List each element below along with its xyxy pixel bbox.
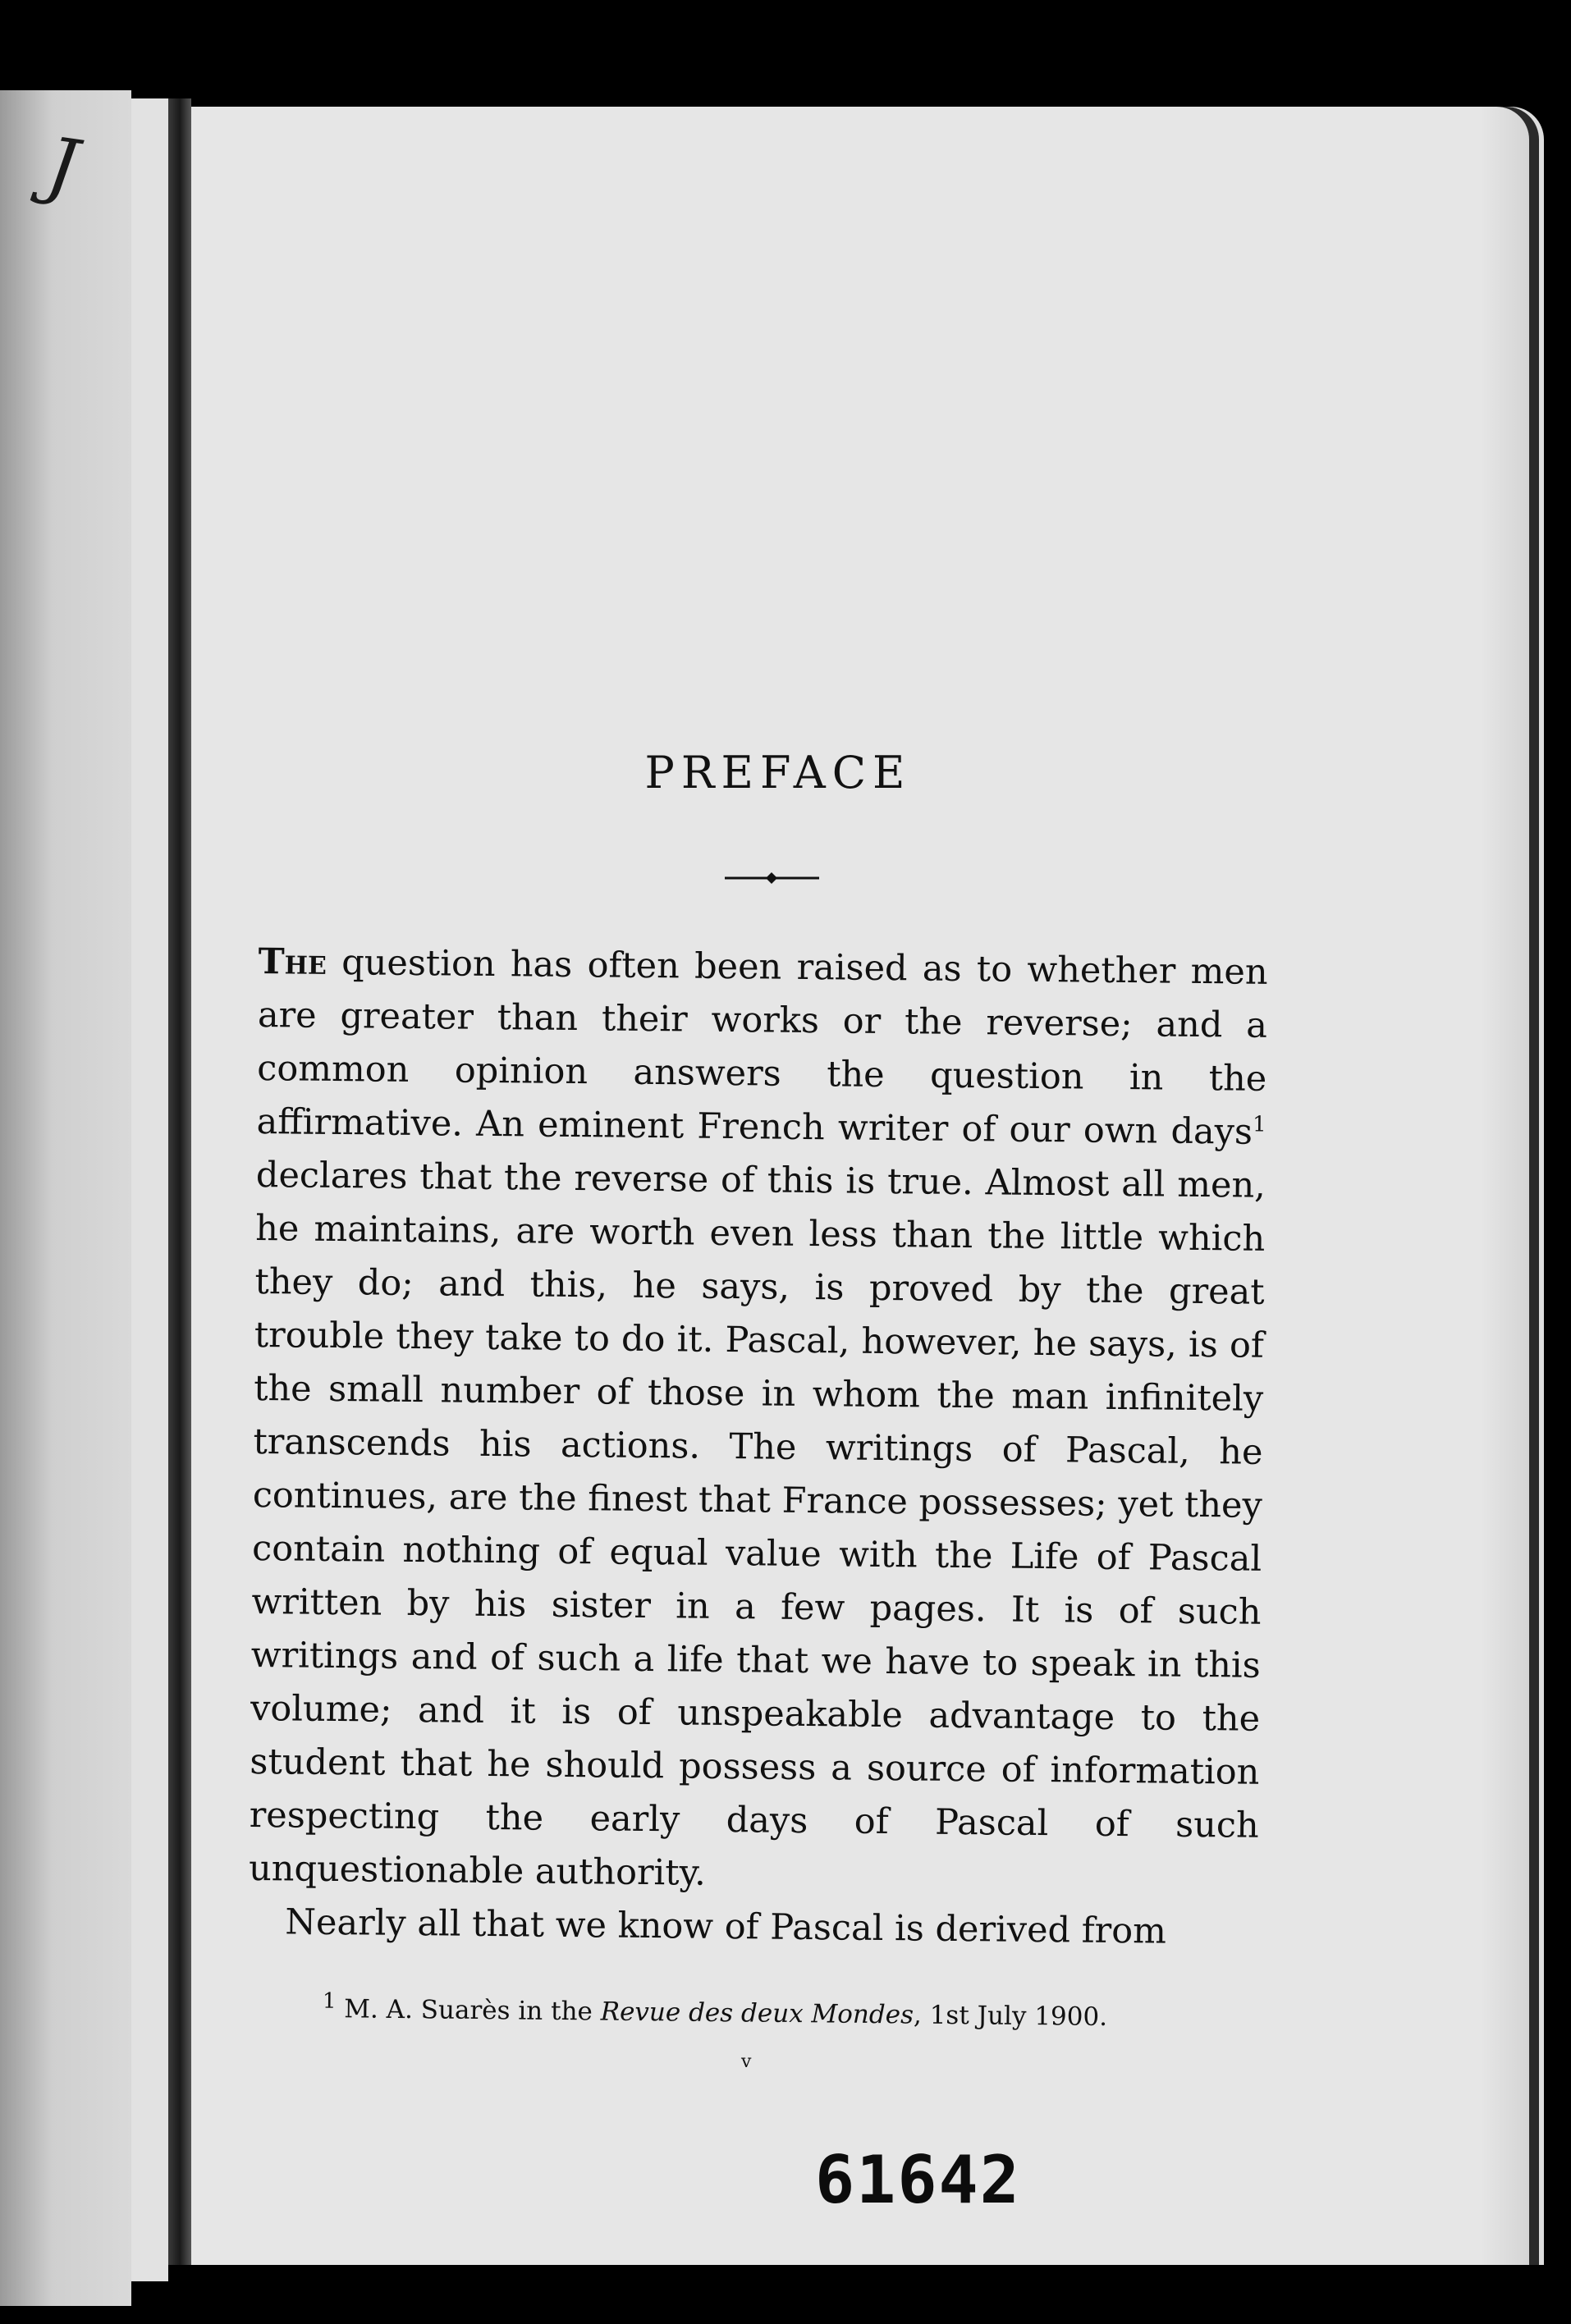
- footnote: [322, 1988, 1291, 2034]
- footnote-journal: Revue des deux Mondes: [600, 1997, 914, 2030]
- footnote-before: M. A. Suarès in the: [336, 1994, 601, 2027]
- gutter-edge: [131, 98, 168, 2281]
- footnote-after: , 1st July 1900.: [913, 2000, 1108, 2033]
- binding-gutter: [168, 98, 191, 2265]
- footnote-ref: 1: [1252, 1112, 1266, 1137]
- body-text: [248, 936, 1268, 1960]
- left-margin: [0, 90, 131, 2306]
- paragraph-lead: The: [258, 940, 327, 983]
- paragraph-1-text: question has often been raised as to whether men are greater than their works or the reverse; and a common opinion answers the question in the affirmative. An eminent French writer of our own days: [256, 941, 1268, 1153]
- ornament-rule: [725, 870, 819, 886]
- paragraph-2: Nearly all that we know of Pascal is derived from: [285, 1901, 1167, 1952]
- pencil-mark: J: [41, 121, 84, 212]
- footnote-number: 1: [322, 1988, 337, 2014]
- page-number: v: [741, 2052, 752, 2072]
- page-heading: PREFACE: [644, 747, 912, 798]
- book-page: [191, 107, 1529, 2265]
- page-shade: [1480, 107, 1529, 2265]
- paragraph-1: [249, 936, 1268, 1906]
- library-stamp: 61642: [815, 2142, 1021, 2218]
- paragraph-1-continued: declares that the reverse of this is true. Almost all men, he maintains, are worth even less than the little which they do; and this, he says, is proved by the great trouble they take to do it. Pascal, however, he says, is of the small number of those in whom the man infinitely transcends his actions. The writings of Pascal, he continues, are the finest that France possesses; yet they contain nothing of equal value with the Life of Pascal written by his sister in a few pages. It is of such writings and of such a life that we have to speak in this volume; and it is of unspeakable advantage to the student that he should possess a source of information respecting the early days of Pascal of such unquestionable authority.: [248, 1154, 1266, 1894]
